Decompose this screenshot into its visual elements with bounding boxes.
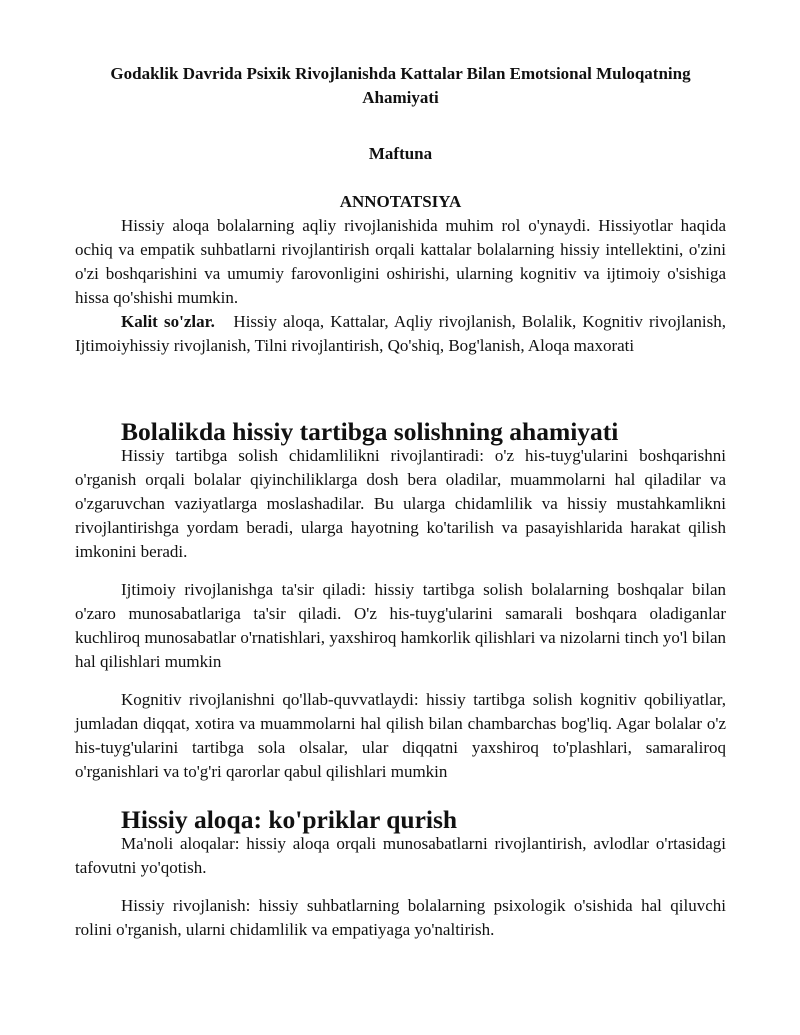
paragraph-cognitive-development: Kognitiv rivojlanishni qo'llab-quvvatlaydi: hissiy tartibga solish kognitiv qobiliyatlar, jumladan diqqat, xotira va muammolarni hal qilish bilan chambarchas bog'liq. Agar bolalar o'z his-tuyg'ularini tartibga sola olsalar, ular diqqatni yaxshiroq to'plashlari, samaraliroq o'rganishlari va to'g'ri qarorlar qabul qilishlari mumkin (75, 690, 726, 781)
section-heading-emotional-connection: Hissiy aloqa: ko'priklar qurish (121, 805, 458, 834)
paragraph-meaningful-connections: Ma'noli aloqalar: hissiy aloqa orqali munosabatlarni rivojlantirish, avlodlar o'rtasidagi tafovutni yo'qotish. (75, 834, 726, 877)
section-heading-emotional-regulation: Bolalikda hissiy tartibga solishning ahamiyati (121, 417, 619, 446)
paragraph-emotional-development: Hissiy rivojlanish: hissiy suhbatlarning bolalarning psixologik o'sishida hal qiluvchi rolini o'rganish, ularni chidamlilik va empatiyaga yo'naltirish. (75, 896, 726, 939)
keywords (75, 310, 726, 358)
keywords-label: Kalit so'zlar. (121, 312, 215, 331)
author-name: Maftuna (368, 144, 433, 163)
spacer (75, 358, 726, 420)
paragraph-social-development: Ijtimoiy rivojlanishga ta'sir qiladi: hissiy tartibga solish bolalarning boshqalar bilan o'zaro munosabatlariga ta'sir qiladi. O'z his-tuyg'ularini samarali boshqara oladiganlar kuchliroq munosabatlar o'rnatishlari, yaxshiroq hamkorlik qilishlari va nizolarni tinch yo'l bilan hal qilishlari mumkin (75, 580, 726, 671)
spacer (75, 674, 726, 688)
document-page (75, 62, 726, 942)
annotation-text: Hissiy aloqa bolalarning aqliy rivojlanishida muhim rol o'ynaydi. Hissiyotlar haqida ochiq va empatik suhbatlarni rivojlantirish orqali kattalar bolalarning hissiy intellektini, o'zini o'zi boshqarishini va umumiy farovonligini oshirishi, ularning kognitiv va ijtimoiy o'sishiga hissa qo'shishi mumkin. (75, 216, 726, 307)
keywords-text: Hissiy aloqa, Kattalar, Aqliy rivojlanish, Bolalik, Kognitiv rivojlanish, Ijtimoiyhissiy rivojlanish, Tilni rivojlantirish, Qo'shiq, Bog'lanish, Aloqa maxorati (75, 312, 727, 355)
annotation-heading: ANNOTATSIYA (339, 192, 462, 211)
paragraph-resilience: Hissiy tartibga solish chidamlilikni rivojlantiradi: o'z his-tuyg'ularini boshqarishni o'rganish orqali bolalar qiyinchiliklarga dosh bera oladilar, muammolarni hal qiladilar va o'zgaruvchan vaziyatlarga moslashadilar. Bu ularga chidamlilik va hissiy mustahkamlikni rivojlantirishga yordam beradi, ularga hayotning ko'tarilish va pasayishlarida harakat qilish imkonini beradi. (75, 446, 726, 561)
spacer (75, 564, 726, 578)
document-title: Godaklik Davrida Psixik Rivojlanishda Kattalar Bilan Emotsional Muloqatning Ahamiyati (110, 64, 691, 107)
spacer (75, 880, 726, 894)
